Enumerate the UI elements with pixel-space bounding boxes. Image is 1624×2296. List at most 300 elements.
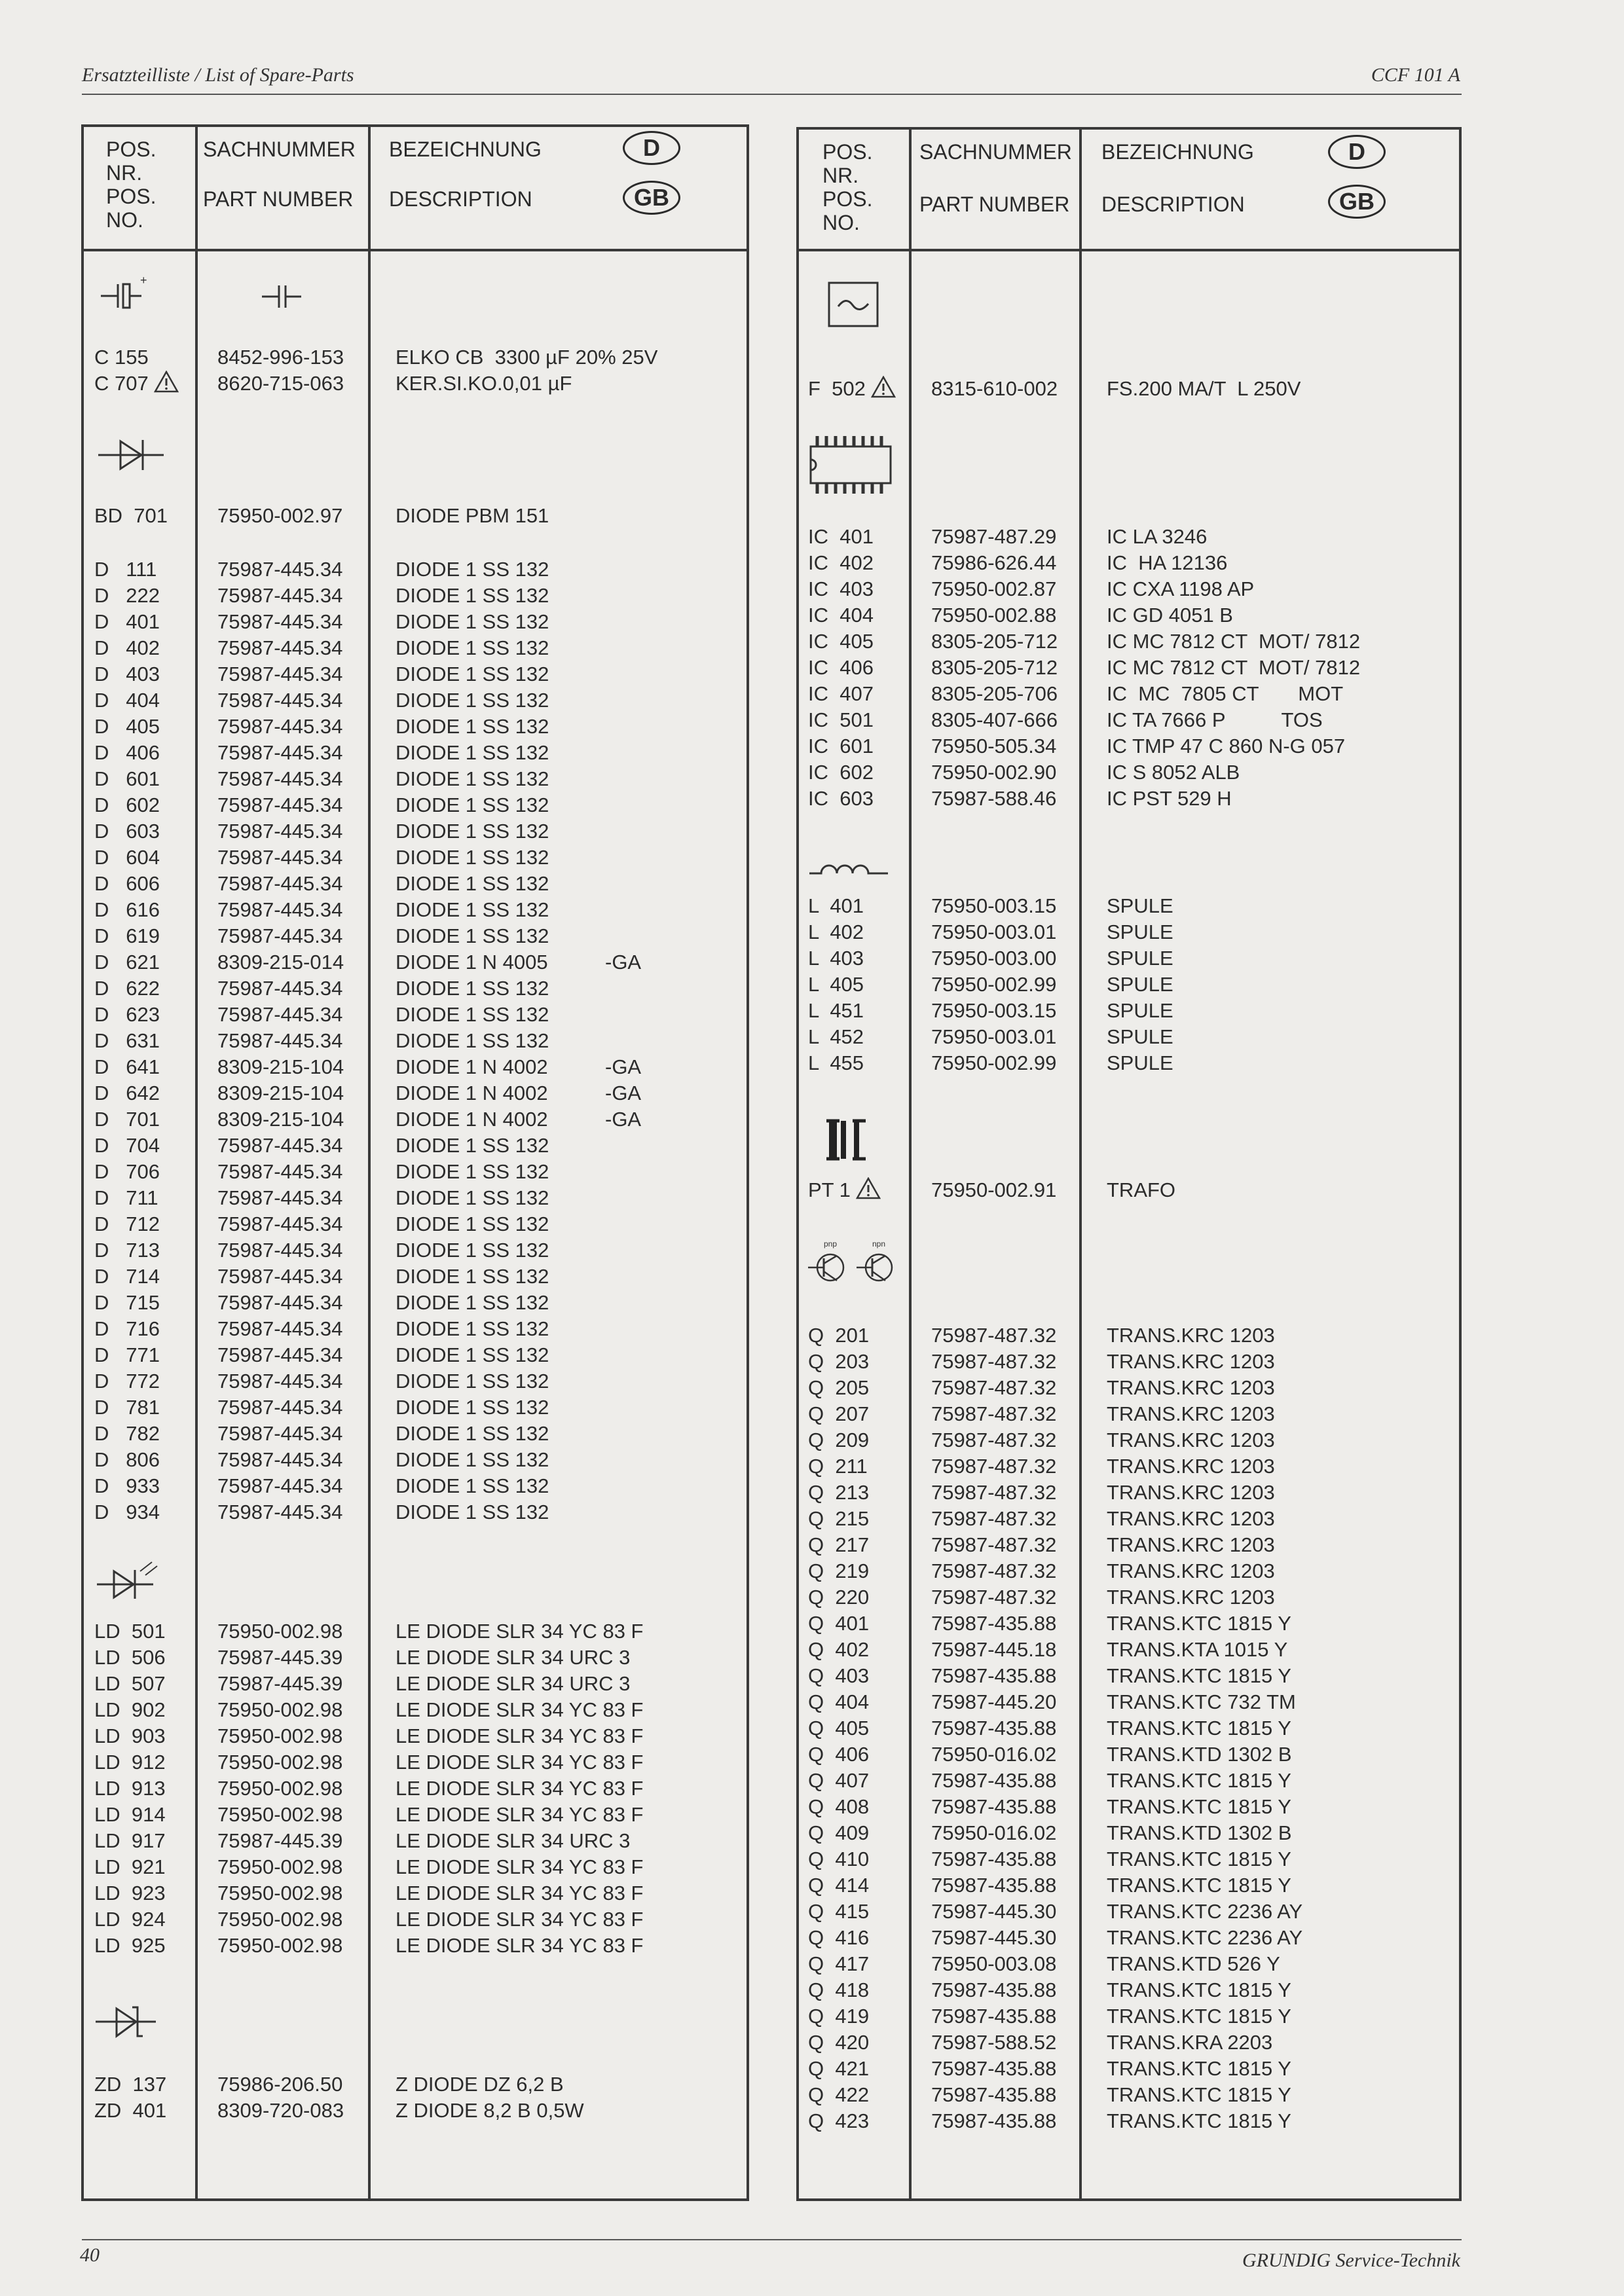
part-number: 75987-445.34 xyxy=(217,898,343,921)
position-number: LD 925 xyxy=(94,1934,166,1957)
part-description: TRANS.KTC 2236 AY xyxy=(1107,1900,1303,1923)
part-description: DIODE 1 SS 132 xyxy=(396,558,549,581)
part-description: SPULE xyxy=(1107,973,1173,996)
part-description: TRANS.KTC 1815 Y xyxy=(1107,2083,1291,2106)
part-number: 75950-003.08 xyxy=(931,1952,1057,1975)
part-number: 75987-445.18 xyxy=(931,1638,1057,1661)
part-number: 75987-445.34 xyxy=(217,1265,343,1288)
part-description: TRANS.KRC 1203 xyxy=(1107,1429,1275,1451)
position-number: IC 501 xyxy=(808,708,874,731)
part-description: DIODE 1 N 4002 xyxy=(396,1082,548,1104)
part-description: TRANS.KRC 1203 xyxy=(1107,1350,1275,1373)
part-description: DIODE 1 SS 132 xyxy=(396,1343,549,1366)
part-number: 75950-002.87 xyxy=(931,577,1057,600)
part-description: DIODE 1 SS 132 xyxy=(396,1291,549,1314)
part-number: 75950-002.98 xyxy=(217,1724,343,1747)
part-description: DIODE 1 SS 132 xyxy=(396,663,549,685)
position-number: D 782 xyxy=(94,1422,160,1445)
col-header-description: DESCRIPTION xyxy=(1101,192,1245,216)
fuse-icon xyxy=(826,280,881,330)
part-description: TRANS.KRC 1203 xyxy=(1107,1324,1275,1347)
position-number: IC 406 xyxy=(808,656,874,679)
position-number: L 402 xyxy=(808,920,864,943)
part-number: 75950-002.98 xyxy=(217,1855,343,1878)
position-number: Q 403 xyxy=(808,1664,870,1687)
position-number: IC 407 xyxy=(808,682,874,705)
part-description: TRANS.KTC 1815 Y xyxy=(1107,1664,1291,1687)
position-number: D 631 xyxy=(94,1029,160,1052)
part-number: 75950-016.02 xyxy=(931,1743,1057,1766)
page-number: 40 xyxy=(80,2244,100,2266)
position-number: Q 423 xyxy=(808,2109,870,2132)
part-number: 75987-487.32 xyxy=(931,1559,1057,1582)
position-number: Q 209 xyxy=(808,1429,870,1451)
part-suffix: -GA xyxy=(605,1108,642,1131)
position-number: LD 921 xyxy=(94,1855,166,1878)
part-number: 75987-445.34 xyxy=(217,584,343,607)
position-number: LD 917 xyxy=(94,1829,166,1852)
part-description: DIODE 1 SS 132 xyxy=(396,872,549,895)
part-description: IC GD 4051 B xyxy=(1107,604,1233,627)
part-description: LE DIODE SLR 34 URC 3 xyxy=(396,1672,631,1695)
part-description: SPULE xyxy=(1107,1051,1173,1074)
part-description: IC PST 529 H xyxy=(1107,787,1232,810)
position-number: Q 406 xyxy=(808,1743,870,1766)
col-header-sachnummer: SACHNUMMER xyxy=(203,137,356,161)
col-header-bezeichnung: BEZEICHNUNG xyxy=(1101,140,1254,164)
position-number: LD 923 xyxy=(94,1882,166,1904)
part-number: 75987-435.88 xyxy=(931,1769,1057,1792)
position-number: D 623 xyxy=(94,1003,160,1026)
position-number: Q 404 xyxy=(808,1690,870,1713)
part-description: DIODE 1 SS 132 xyxy=(396,1474,549,1497)
part-description: TRANS.KTC 1815 Y xyxy=(1107,1612,1291,1635)
part-number: 75987-445.34 xyxy=(217,1160,343,1183)
part-number: 75987-445.34 xyxy=(217,1501,343,1523)
part-description: DIODE 1 SS 132 xyxy=(396,636,549,659)
part-description: ELKO CB 3300 µF 20% 25V xyxy=(396,346,658,369)
part-description: TRANS.KTC 2236 AY xyxy=(1107,1926,1303,1949)
part-description: TRANS.KRA 2203 xyxy=(1107,2031,1273,2054)
col-header-part-number: PART NUMBER xyxy=(203,187,354,211)
part-description: IC LA 3246 xyxy=(1107,525,1208,548)
part-description: TRANS.KTD 1302 B xyxy=(1107,1821,1292,1844)
part-description: DIODE 1 SS 132 xyxy=(396,1239,549,1262)
position-number: LD 501 xyxy=(94,1620,166,1643)
part-description: SPULE xyxy=(1107,894,1173,917)
position-number: Q 207 xyxy=(808,1402,870,1425)
polarized-capacitor-icon xyxy=(98,274,157,313)
position-number: D 405 xyxy=(94,715,160,738)
part-description: DIODE 1 SS 132 xyxy=(396,1029,549,1052)
position-number: D 404 xyxy=(94,689,160,712)
part-number: 75987-435.88 xyxy=(931,1717,1057,1740)
position-number: D 641 xyxy=(94,1055,160,1078)
part-description: DIODE 1 SS 132 xyxy=(396,767,549,790)
position-number: Q 203 xyxy=(808,1350,870,1373)
position-number: D 606 xyxy=(94,872,160,895)
part-number: 75987-445.34 xyxy=(217,872,343,895)
part-number: 75987-445.34 xyxy=(217,846,343,869)
part-description: LE DIODE SLR 34 YC 83 F xyxy=(396,1882,644,1904)
position-number: Q 418 xyxy=(808,1978,870,2001)
position-number: IC 403 xyxy=(808,577,874,600)
part-number: 75987-487.32 xyxy=(931,1507,1057,1530)
warning-triangle-icon xyxy=(871,376,896,398)
part-number: 75987-445.39 xyxy=(217,1829,343,1852)
part-description: DIODE 1 SS 132 xyxy=(396,715,549,738)
part-suffix: -GA xyxy=(605,1082,642,1104)
position-number: D 222 xyxy=(94,584,160,607)
position-number: F 502 xyxy=(808,376,896,402)
part-description: TRANS.KRC 1203 xyxy=(1107,1559,1275,1582)
position-number: Q 409 xyxy=(808,1821,870,1844)
position-number: D 781 xyxy=(94,1396,160,1419)
position-number: L 405 xyxy=(808,973,864,996)
part-number: 75987-445.34 xyxy=(217,689,343,712)
footer-rule xyxy=(82,2239,1462,2240)
part-number: 8315-610-002 xyxy=(931,377,1058,400)
part-number: 75987-435.88 xyxy=(931,2005,1057,2028)
part-number: 75987-445.30 xyxy=(931,1900,1057,1923)
position-number: D 712 xyxy=(94,1212,160,1235)
part-description: LE DIODE SLR 34 YC 83 F xyxy=(396,1724,644,1747)
part-number: 75987-487.32 xyxy=(931,1324,1057,1347)
part-number: 75987-487.32 xyxy=(931,1402,1057,1425)
part-description: LE DIODE SLR 34 YC 83 F xyxy=(396,1698,644,1721)
position-number: IC 401 xyxy=(808,525,874,548)
part-number: 75987-445.34 xyxy=(217,1474,343,1497)
part-number: 75987-435.88 xyxy=(931,1978,1057,2001)
position-number: Q 407 xyxy=(808,1769,870,1792)
position-number: Q 419 xyxy=(808,2005,870,2028)
position-number: D 706 xyxy=(94,1160,160,1183)
part-description: TRANS.KRC 1203 xyxy=(1107,1507,1275,1530)
part-number: 8305-205-712 xyxy=(931,656,1058,679)
part-number: 8305-407-666 xyxy=(931,708,1058,731)
position-number: LD 507 xyxy=(94,1672,166,1695)
position-number: Q 405 xyxy=(808,1717,870,1740)
col-header-bezeichnung: BEZEICHNUNG xyxy=(389,137,542,161)
part-number: 75987-435.88 xyxy=(931,1664,1057,1687)
part-number: 8452-996-153 xyxy=(217,346,344,369)
part-number: 75987-487.32 xyxy=(931,1455,1057,1478)
transformer-icon xyxy=(824,1117,883,1163)
warning-triangle-icon xyxy=(856,1177,881,1199)
part-description: DIODE 1 SS 132 xyxy=(396,584,549,607)
position-number: Q 201 xyxy=(808,1324,870,1347)
diode-icon xyxy=(96,432,168,478)
part-description: LE DIODE SLR 34 URC 3 xyxy=(396,1829,631,1852)
part-number: 75950-002.97 xyxy=(217,504,343,527)
position-number: D 711 xyxy=(94,1186,158,1209)
part-number: 75987-445.34 xyxy=(217,715,343,738)
position-number: D 771 xyxy=(94,1343,160,1366)
part-description: DIODE 1 SS 132 xyxy=(396,977,549,1000)
svg-text:+: + xyxy=(140,274,147,287)
position-number: L 401 xyxy=(808,894,864,917)
part-suffix: -GA xyxy=(605,1055,642,1078)
position-number: BD 701 xyxy=(94,504,168,527)
part-number: 75987-445.34 xyxy=(217,663,343,685)
part-description: TRANS.KTC 1815 Y xyxy=(1107,2057,1291,2080)
part-description: IC MC 7812 CT MOT/ 7812 xyxy=(1107,656,1361,679)
coil-icon xyxy=(807,852,892,879)
position-number: Q 211 xyxy=(808,1455,868,1478)
part-description: IC MC 7812 CT MOT/ 7812 xyxy=(1107,630,1361,653)
position-number: L 455 xyxy=(808,1051,864,1074)
part-description: IC TA 7666 P TOS xyxy=(1107,708,1323,731)
part-description: DIODE 1 SS 132 xyxy=(396,1160,549,1183)
part-number: 75987-435.88 xyxy=(931,2109,1057,2132)
part-description: TRANS.KTC 1815 Y xyxy=(1107,2005,1291,2028)
position-number: IC 402 xyxy=(808,551,874,574)
part-number: 75987-487.32 xyxy=(931,1376,1057,1399)
position-number: IC 602 xyxy=(808,761,874,784)
part-number: 75987-588.46 xyxy=(931,787,1057,810)
part-description: DIODE 1 SS 132 xyxy=(396,1422,549,1445)
position-number: D 934 xyxy=(94,1501,160,1523)
part-number: 75987-445.34 xyxy=(217,1212,343,1235)
part-number: 75987-445.34 xyxy=(217,767,343,790)
svg-text:npn: npn xyxy=(872,1239,886,1248)
position-number: D 701 xyxy=(94,1108,160,1131)
part-description: Z DIODE 8,2 B 0,5W xyxy=(396,2099,584,2122)
position-number: D 704 xyxy=(94,1134,160,1157)
position-number: LD 914 xyxy=(94,1803,166,1826)
part-number: 75987-487.29 xyxy=(931,525,1057,548)
position-number: C 707 xyxy=(94,371,179,397)
part-description: IC HA 12136 xyxy=(1107,551,1228,574)
part-number: 75950-003.01 xyxy=(931,1025,1057,1048)
part-description: TRANS.KTD 1302 B xyxy=(1107,1743,1292,1766)
position-number: ZD 137 xyxy=(94,2073,167,2096)
position-number: L 403 xyxy=(808,947,864,970)
position-number: D 602 xyxy=(94,793,160,816)
part-description: TRANS.KTC 1815 Y xyxy=(1107,1769,1291,1792)
part-description: LE DIODE SLR 34 URC 3 xyxy=(396,1646,631,1669)
part-number: 75987-487.32 xyxy=(931,1429,1057,1451)
part-number: 75987-445.34 xyxy=(217,1186,343,1209)
part-description: DIODE 1 SS 132 xyxy=(396,1317,549,1340)
part-description: DIODE 1 SS 132 xyxy=(396,1134,549,1157)
part-number: 75950-002.98 xyxy=(217,1777,343,1800)
part-number: 75987-445.34 xyxy=(217,636,343,659)
position-number: Q 401 xyxy=(808,1612,870,1635)
led-icon xyxy=(94,1559,166,1605)
part-description: SPULE xyxy=(1107,947,1173,970)
part-description: DIODE 1 SS 132 xyxy=(396,741,549,764)
part-description: LE DIODE SLR 34 YC 83 F xyxy=(396,1934,644,1957)
position-number: D 622 xyxy=(94,977,160,1000)
part-number: 75950-003.01 xyxy=(931,920,1057,943)
part-number: 75987-487.32 xyxy=(931,1350,1057,1373)
warning-triangle-icon xyxy=(154,371,179,393)
part-description: TRANS.KRC 1203 xyxy=(1107,1402,1275,1425)
part-number: 8305-205-712 xyxy=(931,630,1058,653)
part-number: 75987-445.34 xyxy=(217,1239,343,1262)
part-number: 8309-215-104 xyxy=(217,1082,344,1104)
part-description: TRANS.KTC 1815 Y xyxy=(1107,1717,1291,1740)
transistor-icon xyxy=(807,1237,905,1290)
part-description: TRANS.KRC 1203 xyxy=(1107,1376,1275,1399)
part-number: 75987-445.20 xyxy=(931,1690,1057,1713)
part-number: 75950-505.34 xyxy=(931,735,1057,757)
position-number: IC 601 xyxy=(808,735,874,757)
part-number: 75950-002.90 xyxy=(931,761,1057,784)
running-header-left: Ersatzteilliste / List of Spare-Parts xyxy=(82,64,354,86)
position-number: D 933 xyxy=(94,1474,160,1497)
position-number: LD 506 xyxy=(94,1646,166,1669)
position-number: Q 420 xyxy=(808,2031,870,2054)
position-number: ZD 401 xyxy=(94,2099,167,2122)
position-number: D 402 xyxy=(94,636,160,659)
position-number: D 715 xyxy=(94,1291,160,1314)
part-description: LE DIODE SLR 34 YC 83 F xyxy=(396,1855,644,1878)
part-description: TRANS.KTC 1815 Y xyxy=(1107,1978,1291,2001)
part-number: 75950-002.99 xyxy=(931,973,1057,996)
position-number: L 452 xyxy=(808,1025,864,1048)
svg-text:pnp: pnp xyxy=(824,1239,838,1248)
position-number: LD 912 xyxy=(94,1751,166,1774)
part-number: 75987-445.34 xyxy=(217,741,343,764)
part-number: 8309-720-083 xyxy=(217,2099,344,2122)
part-number: 75987-445.34 xyxy=(217,1317,343,1340)
part-description: TRANS.KTC 732 TM xyxy=(1107,1690,1296,1713)
part-number: 75987-588.52 xyxy=(931,2031,1057,2054)
part-number: 75987-445.34 xyxy=(217,1448,343,1471)
part-description: DIODE 1 SS 132 xyxy=(396,1212,549,1235)
part-number: 75986-626.44 xyxy=(931,551,1057,574)
language-badge-gb: GB xyxy=(623,181,680,215)
part-description: DIODE 1 SS 132 xyxy=(396,846,549,869)
part-description: DIODE 1 SS 132 xyxy=(396,898,549,921)
part-description: LE DIODE SLR 34 YC 83 F xyxy=(396,1803,644,1826)
part-number: 75950-002.98 xyxy=(217,1751,343,1774)
col-header-part-number: PART NUMBER xyxy=(919,192,1070,216)
part-description: DIODE 1 SS 132 xyxy=(396,610,549,633)
part-description: LE DIODE SLR 34 YC 83 F xyxy=(396,1908,644,1931)
part-number: 75987-435.88 xyxy=(931,2083,1057,2106)
ic-chip-icon xyxy=(807,433,896,496)
part-description: TRANS.KRC 1203 xyxy=(1107,1455,1275,1478)
position-number: D 621 xyxy=(94,951,160,974)
part-number: 75986-206.50 xyxy=(217,2073,343,2096)
footer-publisher: GRUNDIG Service-Technik xyxy=(1242,2250,1460,2271)
part-number: 75987-445.34 xyxy=(217,610,343,633)
zener-diode-icon xyxy=(93,1999,165,2045)
position-number: LD 902 xyxy=(94,1698,166,1721)
part-description: KER.SI.KO.0,01 µF xyxy=(396,372,572,395)
header-rule xyxy=(82,94,1462,95)
part-description: DIODE 1 SS 132 xyxy=(396,1186,549,1209)
part-number: 75987-445.34 xyxy=(217,1134,343,1157)
part-description: TRANS.KRC 1203 xyxy=(1107,1533,1275,1556)
part-description: IC S 8052 ALB xyxy=(1107,761,1240,784)
col-header-sachnummer: SACHNUMMER xyxy=(919,140,1072,164)
position-number: Q 414 xyxy=(808,1874,870,1897)
part-suffix: -GA xyxy=(605,951,642,974)
part-number: 75987-445.39 xyxy=(217,1646,343,1669)
position-number: D 642 xyxy=(94,1082,160,1104)
position-number: IC 603 xyxy=(808,787,874,810)
part-description: DIODE 1 N 4005 xyxy=(396,951,548,974)
part-description: DIODE 1 N 4002 xyxy=(396,1108,548,1131)
position-number: Q 217 xyxy=(808,1533,870,1556)
part-description: DIODE 1 N 4002 xyxy=(396,1055,548,1078)
position-number: D 603 xyxy=(94,820,160,843)
position-number: Q 219 xyxy=(808,1559,870,1582)
part-number: 75987-445.34 xyxy=(217,820,343,843)
part-number: 75987-445.34 xyxy=(217,924,343,947)
part-number: 75987-445.34 xyxy=(217,1343,343,1366)
position-number: D 111 xyxy=(94,558,157,581)
running-header-right: CCF 101 A xyxy=(1371,64,1460,86)
part-number: 75950-003.15 xyxy=(931,999,1057,1022)
position-number: L 451 xyxy=(808,999,864,1022)
position-number: Q 220 xyxy=(808,1586,870,1609)
part-description: IC MC 7805 CT MOT xyxy=(1107,682,1344,705)
part-number: 75950-002.98 xyxy=(217,1934,343,1957)
part-description: DIODE 1 SS 132 xyxy=(396,1448,549,1471)
part-description: IC TMP 47 C 860 N-G 057 xyxy=(1107,735,1346,757)
position-number: LD 913 xyxy=(94,1777,166,1800)
part-number: 75987-445.34 xyxy=(217,1029,343,1052)
part-description: SPULE xyxy=(1107,920,1173,943)
part-number: 75987-445.34 xyxy=(217,1370,343,1393)
part-description: DIODE 1 SS 132 xyxy=(396,1265,549,1288)
part-number: 75987-445.34 xyxy=(217,793,343,816)
part-description: DIODE PBM 151 xyxy=(396,504,549,527)
part-description: DIODE 1 SS 132 xyxy=(396,924,549,947)
col-header-description: DESCRIPTION xyxy=(389,187,532,211)
part-description: DIODE 1 SS 132 xyxy=(396,1396,549,1419)
part-description: DIODE 1 SS 132 xyxy=(396,820,549,843)
part-number: 75987-445.34 xyxy=(217,977,343,1000)
language-badge-d: D xyxy=(1328,135,1386,169)
position-number: D 604 xyxy=(94,846,160,869)
position-number: Q 417 xyxy=(808,1952,870,1975)
part-number: 75950-002.88 xyxy=(931,604,1057,627)
part-description: FS.200 MA/T L 250V xyxy=(1107,377,1301,400)
position-number: D 806 xyxy=(94,1448,160,1471)
part-number: 75987-445.34 xyxy=(217,1003,343,1026)
col-header-pos: POS. NR. POS. NO. xyxy=(106,137,157,232)
part-description: IC CXA 1198 AP xyxy=(1107,577,1255,600)
part-description: DIODE 1 SS 132 xyxy=(396,793,549,816)
part-number: 75950-002.98 xyxy=(217,1882,343,1904)
part-description: DIODE 1 SS 132 xyxy=(396,689,549,712)
language-badge-d: D xyxy=(623,131,680,165)
col-header-pos: POS. NR. POS. NO. xyxy=(822,140,873,234)
part-number: 75987-435.88 xyxy=(931,1874,1057,1897)
position-number: D 601 xyxy=(94,767,160,790)
part-number: 8620-715-063 xyxy=(217,372,344,395)
part-number: 75950-003.15 xyxy=(931,894,1057,917)
part-number: 8309-215-014 xyxy=(217,951,344,974)
part-number: 75987-445.30 xyxy=(931,1926,1057,1949)
part-number: 8309-215-104 xyxy=(217,1055,344,1078)
part-number: 75987-445.34 xyxy=(217,1396,343,1419)
part-number: 75987-445.39 xyxy=(217,1672,343,1695)
position-number: D 714 xyxy=(94,1265,160,1288)
position-number: Q 205 xyxy=(808,1376,870,1399)
position-number: Q 408 xyxy=(808,1795,870,1818)
position-number: Q 422 xyxy=(808,2083,870,2106)
position-number: D 619 xyxy=(94,924,160,947)
position-number: D 616 xyxy=(94,898,160,921)
part-number: 75987-445.34 xyxy=(217,558,343,581)
